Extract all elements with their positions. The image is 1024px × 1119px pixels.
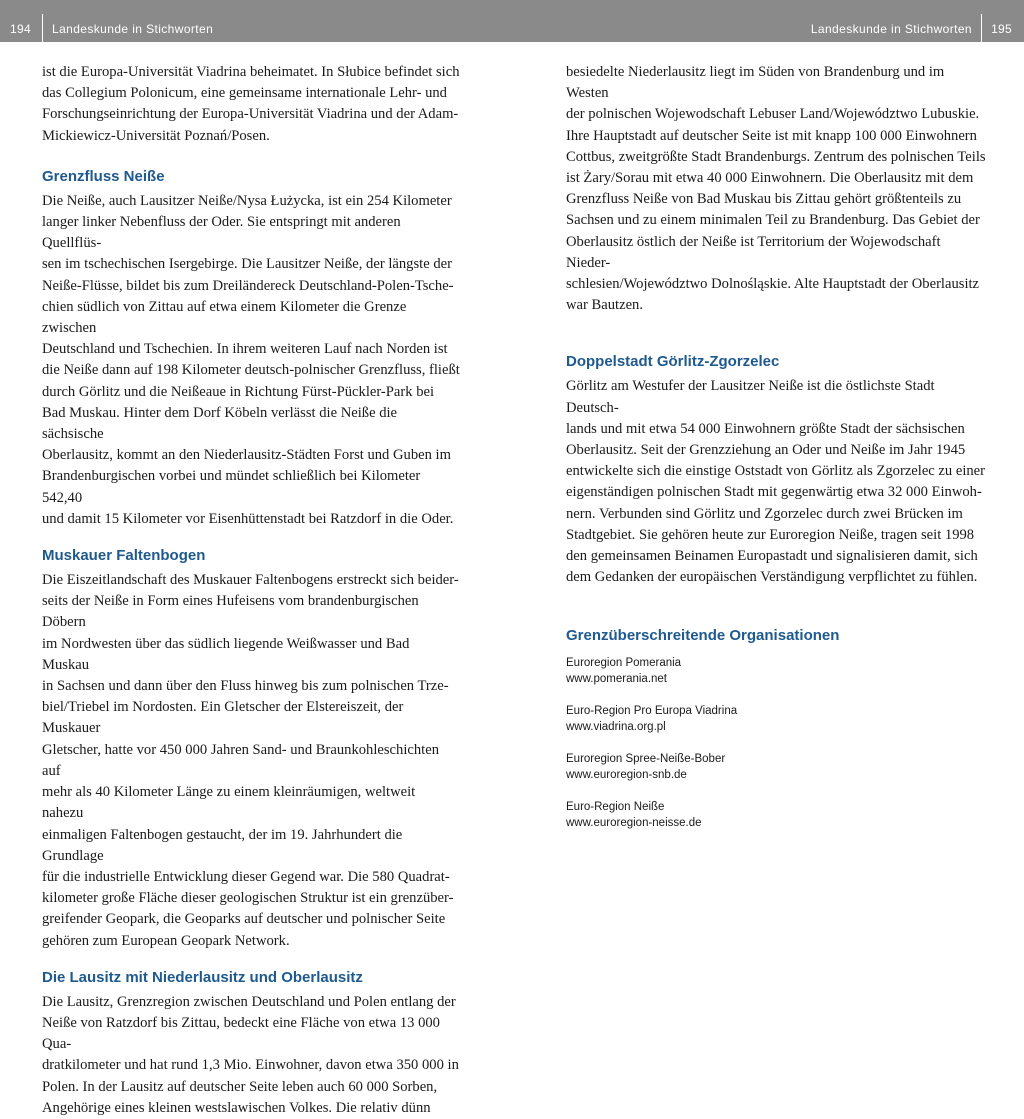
text-line: Grenzfluss Neiße von Bad Muskau bis Zittau gehört größtenteils zu xyxy=(566,191,962,208)
text-line: Deutschland und Tschechien. In ihrem weiteren Lauf nach Norden ist xyxy=(42,341,448,358)
text-line: Gletscher, hatte vor 450 000 Jahren Sand- und Braunkohleschichten auf xyxy=(42,741,439,779)
text-line: chien südlich von Zittau auf etwa einem Kilometer die Grenze zwischen xyxy=(42,298,407,337)
org-name: Euro-Region Pro Europa Viadrina xyxy=(566,705,738,718)
section-heading-organisationen: Grenzüberschreitende Organisationen xyxy=(566,627,840,645)
text-line: dem Gedanken der europäischen Verständigung verpflichtet zu fühlen. xyxy=(566,569,978,586)
text-line: Angehörige eines kleinen westslawischen Volkes. Die relativ dünn xyxy=(42,1099,431,1116)
text-line: lands und mit etwa 54 000 Einwohnern größte Stadt der sächsischen xyxy=(566,420,965,437)
page-header xyxy=(0,0,1024,42)
org-url: www.pomerania.net xyxy=(566,673,667,686)
section-body-faltenbogen xyxy=(42,570,460,952)
text-line: gehören zum European Geopark Network. xyxy=(42,932,290,949)
org-entry xyxy=(566,703,986,735)
text-line: Görlitz am Westufer der Lausitzer Neiße ist die östlichste Stadt Deutsch- xyxy=(566,378,935,416)
text-line: durch Görlitz und die Neißeaue in Richtung Fürst-Pückler-Park bei xyxy=(42,383,435,400)
text-line: ist Żary/Sorau mit etwa 40 000 Einwohnern. Die Oberlausitz mit dem xyxy=(566,170,974,187)
text-line: Sachsen und zu einem minimalen Teil zu Brandenburg. Das Gebiet der xyxy=(566,212,980,229)
section-heading-lausitz: Die Lausitz mit Niederlausitz und Oberlausitz xyxy=(42,968,363,986)
text-line: besiedelte Niederlausitz liegt im Süden von Brandenburg und im Westen xyxy=(566,64,945,102)
text-line: dratkilometer und hat rund 1,3 Mio. Einwohner, davon etwa 350 000 in xyxy=(42,1057,459,1074)
section-body-lausitz xyxy=(42,992,460,1119)
org-name: Euroregion Pomerania xyxy=(566,657,682,670)
header-divider-left xyxy=(42,14,43,42)
left-page-number: 194 xyxy=(10,22,31,36)
text-line: im Nordwesten über das südlich liegende Weißwasser und Bad Muskau xyxy=(42,635,410,673)
text-line: Oberlausitz, kommt an den Niederlausitz-Städten Forst und Guben im xyxy=(42,447,451,464)
text-line: biel/Triebel im Nordosten. Ein Gletscher der Elstereiszeit, der Muskauer xyxy=(42,699,404,737)
text-line: schlesien/Województwo Dolnośląskie. Alte Hauptstadt der Oberlausitz xyxy=(566,276,980,293)
text-line: Polen. In der Lausitz auf deutscher Seite leben auch 60 000 Sorben, xyxy=(42,1078,438,1095)
org-entry xyxy=(566,751,986,783)
right-page-column xyxy=(566,62,986,831)
text-line: das Collegium Polonicum, eine gemeinsame internationale Lehr- und xyxy=(42,85,447,102)
text-line: Brandenburgischen vorbei und mündet schließlich bei Kilometer 542,40 xyxy=(42,468,421,506)
left-intro-paragraph xyxy=(42,62,460,147)
left-running-title: Landeskunde in Stichworten xyxy=(52,22,214,36)
text-line: Die Lausitz, Grenzregion zwischen Deutschland und Polen entlang der xyxy=(42,993,456,1010)
section-heading-faltenbogen: Muskauer Faltenbogen xyxy=(42,547,206,565)
text-line: Oberlausitz östlich der Neiße ist Territorium der Wojewodschaft Nieder- xyxy=(566,233,941,271)
text-line: greifender Geopark, die Geoparks auf deutscher und polnischer Seite xyxy=(42,911,446,928)
section-heading-grenzfluss: Grenzfluss Neiße xyxy=(42,167,165,185)
text-line: mehr als 40 Kilometer Länge zu einem kleinräumigen, weltweit nahezu xyxy=(42,784,416,822)
header-divider-right xyxy=(981,14,982,42)
text-line: sen im tschechischen Isergebirge. Die Lausitzer Neiße, der längste der xyxy=(42,256,452,273)
section-body-goerlitz xyxy=(566,376,986,588)
text-line: den gemeinsamen Beinamen Europastadt und signalisieren damit, sich xyxy=(566,548,978,565)
text-line: Neiße von Ratzdorf bis Zittau, bedeckt eine Fläche von etwa 13 000 Qua- xyxy=(42,1014,440,1053)
org-url: www.euroregion-neisse.de xyxy=(566,817,702,830)
text-line: Neiße-Flüsse, bildet bis zum Dreiländereck Deutschland-Polen-Tsche- xyxy=(42,277,454,294)
text-line: nern. Verbunden sind Görlitz und Zgorzelec durch zwei Brücken im xyxy=(566,505,963,522)
text-line: kilometer große Fläche dieser geologischen Struktur ist ein grenzüber- xyxy=(42,890,454,907)
org-url: www.euroregion-snb.de xyxy=(566,769,687,782)
text-line: Mickiewicz-Universität Poznań/Posen. xyxy=(42,127,270,144)
text-line: Forschungseinrichtung der Europa-Universität Viadrina und der Adam- xyxy=(42,106,459,123)
section-heading-goerlitz: Doppelstadt Görlitz-Zgorzelec xyxy=(566,353,780,371)
org-name: Euroregion Spree-Neiße-Bober xyxy=(566,753,726,766)
org-list xyxy=(566,655,986,831)
text-line: Stadtgebiet. Sie gehören heute zur Euroregion Neiße, tragen seit 1998 xyxy=(566,526,975,543)
text-line: Bad Muskau. Hinter dem Dorf Köbeln verlässt die Neiße die sächsische xyxy=(42,404,398,443)
text-line: seits der Neiße in Form eines Hufeisens vom brandenburgischen Döbern xyxy=(42,593,419,631)
text-line: in Sachsen und dann über den Fluss hinweg bis zum polnischen Trze- xyxy=(42,678,449,695)
left-page-column xyxy=(42,62,460,1119)
right-intro-paragraph xyxy=(566,62,986,316)
org-entry xyxy=(566,799,986,831)
text-line: die Neiße dann auf 198 Kilometer deutsch-polnischer Grenzfluss, fließt xyxy=(42,362,460,379)
text-line: eigenständigen polnischen Stadt mit gegenwärtig etwa 32 000 Einwoh- xyxy=(566,484,982,501)
text-line: einmaligen Faltenbogen gestaucht, der im 19. Jahrhundert die Grundlage xyxy=(42,826,403,864)
org-url: www.viadrina.org.pl xyxy=(566,721,666,734)
text-line: Ihre Hauptstadt auf deutscher Seite ist mit knapp 100 000 Einwohnern xyxy=(566,127,977,144)
text-line: Die Neiße, auch Lausitzer Neiße/Nysa Łużycka, ist ein 254 Kilometer xyxy=(42,192,452,209)
text-line: Oberlausitz. Seit der Grenzziehung an Oder und Neiße im Jahr 1945 xyxy=(566,442,966,459)
text-line: und damit 15 Kilometer vor Eisenhüttenstadt bei Ratzdorf in die Oder. xyxy=(42,510,454,527)
text-line: Cottbus, zweitgrößte Stadt Brandenburgs. Zentrum des polnischen Teils xyxy=(566,148,986,165)
text-line: der polnischen Wojewodschaft Lebuser Land/Województwo Lubuskie. xyxy=(566,106,980,123)
right-running-title: Landeskunde in Stichworten xyxy=(810,22,972,36)
org-name: Euro-Region Neiße xyxy=(566,801,665,814)
right-page-number: 195 xyxy=(991,22,1012,36)
org-entry xyxy=(566,655,986,687)
text-line: war Bautzen. xyxy=(566,297,643,314)
text-line: ist die Europa-Universität Viadrina beheimatet. In Słubice befindet sich xyxy=(42,64,460,80)
text-line: Die Eiszeitlandschaft des Muskauer Faltenbogens erstreckt sich beider- xyxy=(42,572,459,589)
text-line: langer linker Nebenfluss der Oder. Sie entspringt mit anderen Quellflüs- xyxy=(42,214,401,252)
text-line: entwickelte sich die einstige Oststadt von Görlitz als Zgorzelec zu einer xyxy=(566,463,986,480)
text-line: für die industrielle Entwicklung dieser Gegend war. Die 580 Quadrat- xyxy=(42,868,450,885)
section-body-grenzfluss xyxy=(42,191,460,530)
